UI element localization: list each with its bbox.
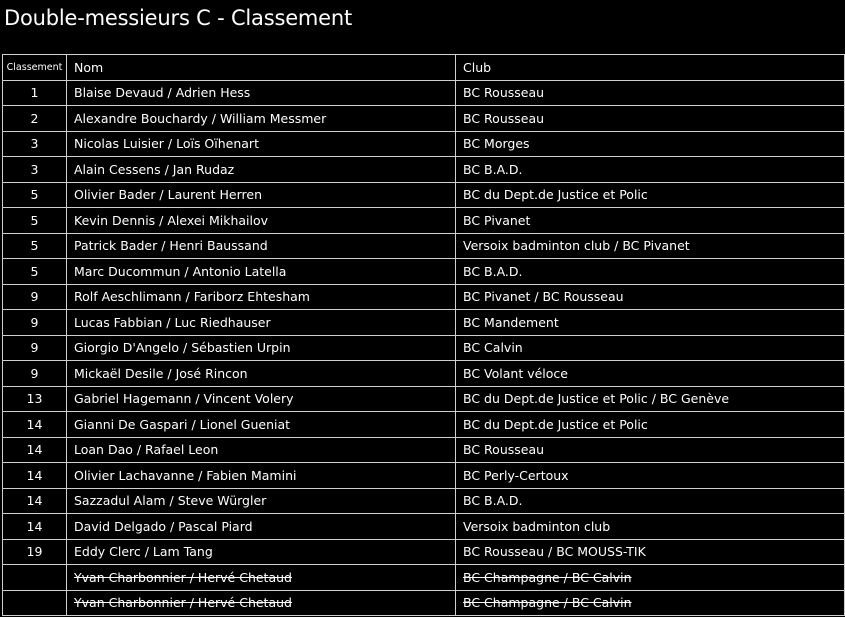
rank-cell: 14 [3, 463, 67, 489]
table-row [3, 131, 845, 157]
rank-cell: 9 [3, 361, 67, 387]
table-row [3, 233, 845, 259]
rank-cell: 5 [3, 259, 67, 285]
rank-cell: 14 [3, 412, 67, 438]
player-names-cell: Giorgio D'Angelo / Sébastien Urpin [67, 335, 456, 361]
player-names-cell-withdrawn [67, 565, 456, 591]
rank-cell: 19 [3, 539, 67, 565]
club-cell: BC B.A.D. [456, 157, 845, 183]
rank-cell: 1 [3, 80, 67, 106]
page-title: Double-messieurs C - Classement [4, 6, 353, 30]
club-cell: BC Calvin [456, 335, 845, 361]
rank-cell-empty [3, 590, 67, 616]
club-cell: Versoix badminton club [456, 514, 845, 540]
player-names-cell-withdrawn [67, 590, 456, 616]
table-row [3, 386, 845, 412]
player-names-cell: Rolf Aeschlimann / Fariborz Ehtesham [67, 284, 456, 310]
player-names-cell: Blaise Devaud / Adrien Hess [67, 80, 456, 106]
rank-cell: 3 [3, 131, 67, 157]
table-row [3, 412, 845, 438]
rank-cell: 5 [3, 208, 67, 234]
table-row [3, 208, 845, 234]
withdrawn-table-row [3, 565, 845, 591]
club-cell: BC B.A.D. [456, 259, 845, 285]
rank-cell: 14 [3, 488, 67, 514]
player-names-cell: Patrick Bader / Henri Baussand [67, 233, 456, 259]
club-cell: BC Rousseau [456, 437, 845, 463]
player-names-cell: Alexandre Bouchardy / William Messmer [67, 106, 456, 132]
club-cell: BC Perly-Certoux [456, 463, 845, 489]
rank-cell: 5 [3, 233, 67, 259]
player-names-cell: Loan Dao / Rafael Leon [67, 437, 456, 463]
rank-cell: 9 [3, 310, 67, 336]
table-row [3, 361, 845, 387]
table-row [3, 259, 845, 285]
rank-cell: 5 [3, 182, 67, 208]
player-names-cell: Kevin Dennis / Alexei Mikhailov [67, 208, 456, 234]
club-cell-withdrawn-text: BC Champagne / BC Calvin [463, 569, 632, 585]
ranking-table [2, 54, 845, 616]
player-names-cell-withdrawn-text: Yvan Charbonnier / Hervé Chetaud [74, 595, 292, 611]
player-names-cell: David Delgado / Pascal Piard [67, 514, 456, 540]
club-cell: BC du Dept.de Justice et Polic [456, 412, 845, 438]
table-row [3, 182, 845, 208]
table-row [3, 514, 845, 540]
column-header-club: Club [456, 55, 845, 81]
table-row [3, 310, 845, 336]
table-row [3, 488, 845, 514]
club-cell: BC Rousseau [456, 80, 845, 106]
club-cell: BC Volant véloce [456, 361, 845, 387]
table-row [3, 539, 845, 565]
rank-cell: 3 [3, 157, 67, 183]
player-names-cell: Olivier Bader / Laurent Herren [67, 182, 456, 208]
player-names-cell: Eddy Clerc / Lam Tang [67, 539, 456, 565]
player-names-cell: Alain Cessens / Jan Rudaz [67, 157, 456, 183]
player-names-cell: Nicolas Luisier / Loïs Oïhenart [67, 131, 456, 157]
club-cell: Versoix badminton club / BC Pivanet [456, 233, 845, 259]
table-header-row [3, 55, 845, 81]
player-names-cell: Gabriel Hagemann / Vincent Volery [67, 386, 456, 412]
club-cell: BC Mandement [456, 310, 845, 336]
rank-cell: 14 [3, 437, 67, 463]
club-cell-withdrawn [456, 565, 845, 591]
rank-cell-empty [3, 565, 67, 591]
rank-cell: 14 [3, 514, 67, 540]
table-row [3, 157, 845, 183]
club-cell: BC du Dept.de Justice et Polic / BC Genève [456, 386, 845, 412]
player-names-cell: Olivier Lachavanne / Fabien Mamini [67, 463, 456, 489]
player-names-cell: Marc Ducommun / Antonio Latella [67, 259, 456, 285]
rank-cell: 13 [3, 386, 67, 412]
table-body [3, 80, 845, 616]
table-row [3, 335, 845, 361]
club-cell: BC Pivanet [456, 208, 845, 234]
player-names-cell-withdrawn-text: Yvan Charbonnier / Hervé Chetaud [74, 569, 292, 585]
club-cell: BC Morges [456, 131, 845, 157]
withdrawn-table-row [3, 590, 845, 616]
table-row [3, 437, 845, 463]
rank-cell: 9 [3, 284, 67, 310]
club-cell-withdrawn-text: BC Champagne / BC Calvin [463, 595, 632, 611]
table-row [3, 106, 845, 132]
rank-cell: 2 [3, 106, 67, 132]
club-cell: BC du Dept.de Justice et Polic [456, 182, 845, 208]
player-names-cell: Gianni De Gaspari / Lionel Gueniat [67, 412, 456, 438]
player-names-cell: Mickaël Desile / José Rincon [67, 361, 456, 387]
club-cell: BC Pivanet / BC Rousseau [456, 284, 845, 310]
club-cell: BC Rousseau [456, 106, 845, 132]
table-row [3, 463, 845, 489]
table-row [3, 284, 845, 310]
player-names-cell: Lucas Fabbian / Luc Riedhauser [67, 310, 456, 336]
rank-cell: 9 [3, 335, 67, 361]
club-cell: BC B.A.D. [456, 488, 845, 514]
column-header-name: Nom [67, 55, 456, 81]
club-cell-withdrawn [456, 590, 845, 616]
column-header-rank: Classement [3, 55, 67, 81]
player-names-cell: Sazzadul Alam / Steve Würgler [67, 488, 456, 514]
table-row [3, 80, 845, 106]
club-cell: BC Rousseau / BC MOUSS-TIK [456, 539, 845, 565]
